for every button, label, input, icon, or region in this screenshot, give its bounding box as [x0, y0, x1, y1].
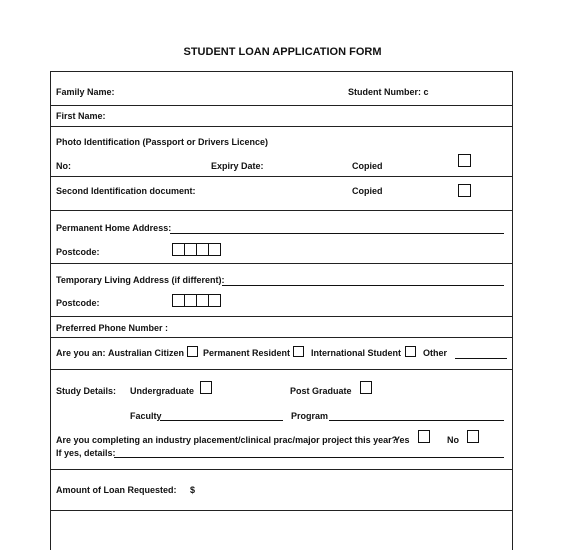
row-divider [50, 126, 513, 127]
program-line[interactable] [329, 420, 504, 421]
expiry-date-label: Expiry Date: [211, 161, 264, 171]
temporary-postcode-boxes[interactable] [172, 294, 221, 307]
permanent-resident-checkbox[interactable] [293, 346, 304, 357]
permanent-resident-label: Permanent Resident [203, 348, 291, 358]
student-number-label: Student Number: c [348, 87, 429, 97]
international-student-label: International Student [311, 348, 401, 358]
second-id-label: Second Identification document: [56, 186, 196, 196]
study-details-label: Study Details: [56, 386, 117, 396]
row-divider [50, 316, 513, 317]
placement-yes-label: Yes [394, 435, 410, 445]
photo-id-no-label: No: [56, 161, 71, 171]
other-label: Other [423, 348, 448, 358]
row-divider [50, 469, 513, 470]
australian-citizen-label: Australian Citizen [108, 348, 185, 358]
dollar-sign: $ [190, 485, 196, 495]
other-line[interactable] [455, 358, 507, 359]
if-yes-details-line[interactable] [114, 457, 504, 458]
australian-citizen-checkbox[interactable] [187, 346, 198, 357]
row-divider [50, 210, 513, 211]
preferred-phone-label: Preferred Phone Number : [56, 323, 169, 333]
if-yes-details-label: If yes, details: [56, 448, 116, 458]
second-id-copied-checkbox[interactable] [458, 184, 471, 197]
placement-no-checkbox[interactable] [467, 430, 479, 443]
faculty-label: Faculty [130, 411, 162, 421]
row-divider [50, 369, 513, 370]
row-divider [50, 337, 513, 338]
faculty-line[interactable] [160, 420, 283, 421]
post-graduate-label: Post Graduate [290, 386, 352, 396]
placement-yes-checkbox[interactable] [418, 430, 430, 443]
program-label: Program [291, 411, 329, 421]
permanent-address-label: Permanent Home Address: [56, 223, 172, 233]
photo-id-copied-label: Copied [352, 161, 383, 171]
row-divider [50, 510, 513, 511]
undergraduate-label: Undergraduate [130, 386, 195, 396]
photo-id-copied-checkbox[interactable] [458, 154, 471, 167]
photo-id-label: Photo Identification (Passport or Drivers Licence) [56, 137, 269, 147]
post-graduate-checkbox[interactable] [360, 381, 372, 394]
row-divider [50, 105, 513, 106]
permanent-postcode-boxes[interactable] [172, 243, 221, 256]
permanent-address-line[interactable] [170, 233, 504, 234]
family-name-label: Family Name: [56, 87, 115, 97]
form-title: STUDENT LOAN APPLICATION FORM [183, 46, 382, 58]
placement-question-label: Are you completing an industry placement/clinical prac/major project this year? [56, 435, 398, 445]
international-student-checkbox[interactable] [405, 346, 416, 357]
are-you-an-label: Are you an: [56, 348, 106, 358]
second-id-copied-label: Copied [352, 186, 383, 196]
temporary-address-label: Temporary Living Address (if different): [56, 275, 225, 285]
temporary-address-line[interactable] [222, 285, 504, 286]
loan-requested-label: Amount of Loan Requested: [56, 485, 177, 495]
undergraduate-checkbox[interactable] [200, 381, 212, 394]
first-name-label: First Name: [56, 111, 106, 121]
temporary-postcode-label: Postcode: [56, 298, 100, 308]
placement-no-label: No [447, 435, 459, 445]
permanent-postcode-label: Postcode: [56, 247, 100, 257]
row-divider [50, 176, 513, 177]
row-divider [50, 263, 513, 264]
